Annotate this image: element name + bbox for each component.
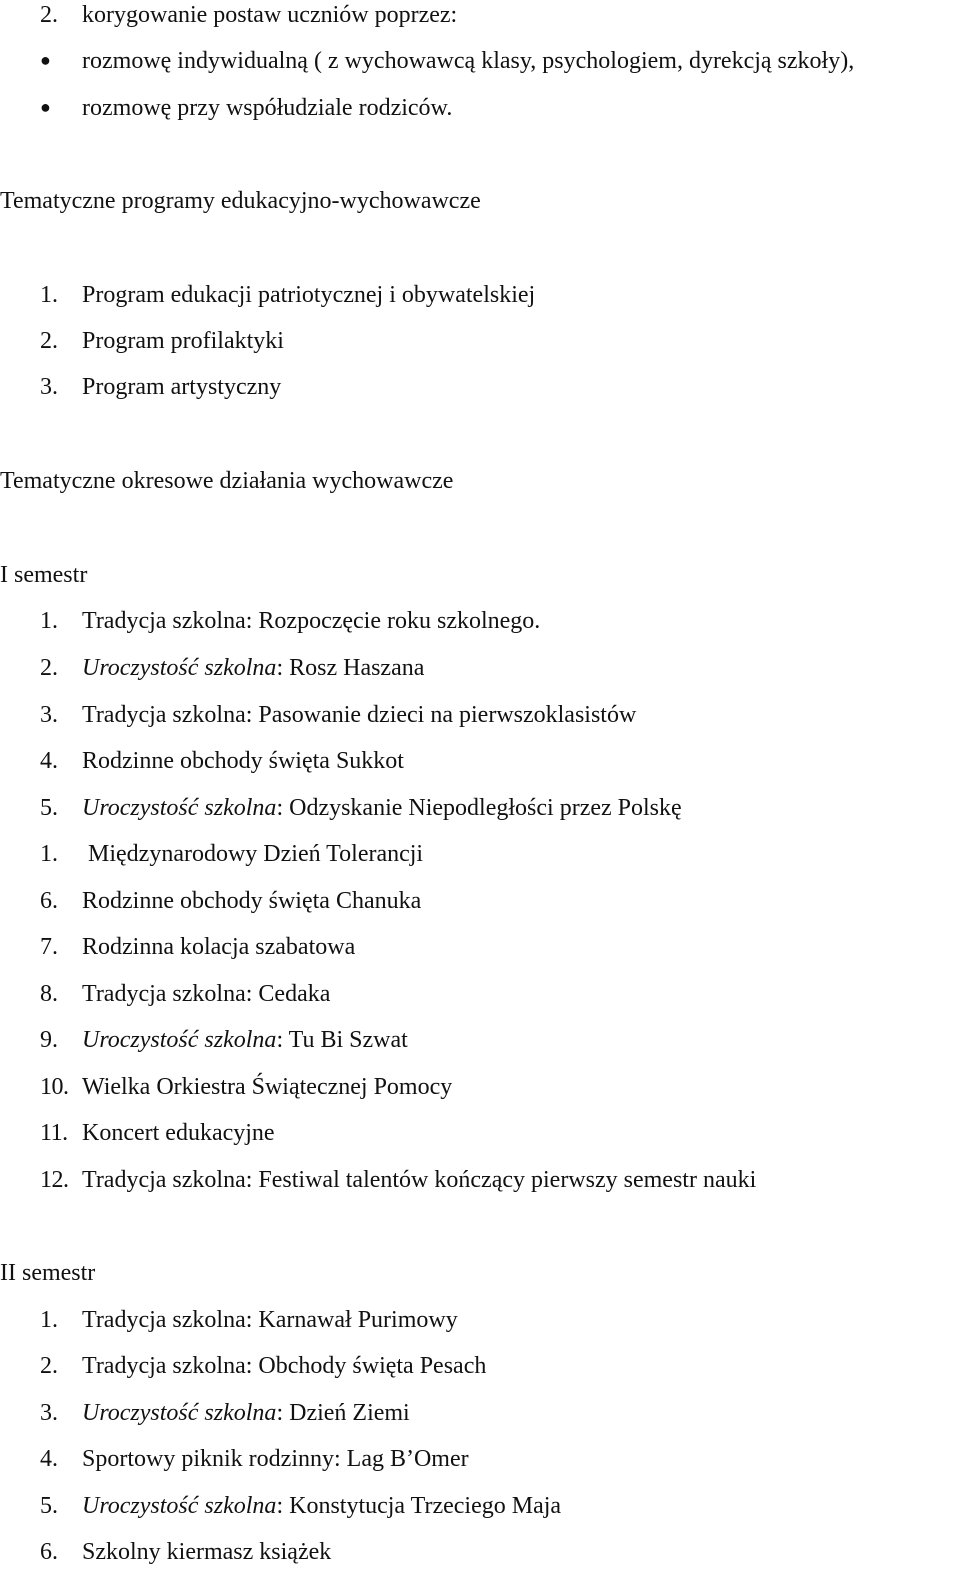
list-item-number: 1. bbox=[40, 608, 58, 634]
list-item-number: 3. bbox=[40, 1400, 58, 1426]
intro-bullet-item bbox=[0, 45, 854, 76]
semester2-list-item bbox=[0, 1444, 469, 1474]
list-item-text: : Tu Bi Szwat bbox=[276, 1027, 408, 1053]
intro-item-text: korygowanie postaw uczniów poprzez: bbox=[82, 2, 458, 28]
list-item-number: 1. bbox=[40, 841, 58, 867]
list-item-number: 8. bbox=[40, 981, 58, 1007]
list-item-text: Sportowy piknik rodzinny: Lag B’Omer bbox=[82, 1446, 469, 1472]
semester2-list-item bbox=[0, 1351, 486, 1381]
list-item-number: 1. bbox=[40, 282, 58, 308]
list-item-text: Tradycja szkolna: Karnawał Purimowy bbox=[82, 1307, 458, 1333]
semester1-list-item bbox=[0, 932, 355, 962]
semester1-list-item bbox=[0, 839, 423, 869]
list-item-number: 12. bbox=[40, 1167, 69, 1193]
list-item-text: Tradycja szkolna: Rozpoczęcie roku szkolnego. bbox=[82, 608, 541, 634]
programs-list-item bbox=[0, 372, 281, 402]
programs-list-item bbox=[0, 280, 535, 310]
semester1-list-item bbox=[0, 1165, 756, 1195]
semester1-list-item bbox=[0, 746, 404, 776]
intro-bullet-item bbox=[0, 92, 452, 123]
intro-item bbox=[0, 0, 457, 30]
semester2-list-item bbox=[0, 1398, 410, 1428]
programs-list-item bbox=[0, 326, 284, 356]
list-item-text: : Dzień Ziemi bbox=[276, 1400, 410, 1426]
list-item-number: 5. bbox=[40, 1493, 58, 1519]
periodic-heading: Tematyczne okresowe działania wychowawcze bbox=[0, 468, 454, 494]
list-item-text: Program artystyczny bbox=[82, 374, 282, 400]
list-item-text: Program profilaktyki bbox=[82, 328, 284, 354]
list-item-italic: Uroczystość szkolna bbox=[82, 1493, 277, 1519]
list-item-text: Koncert edukacyjne bbox=[82, 1120, 275, 1146]
semester1-list-item bbox=[0, 979, 330, 1009]
list-item-number: 6. bbox=[40, 888, 58, 914]
list-item-text: Program edukacji patriotycznej i obywatelskiej bbox=[82, 282, 536, 308]
list-item-number: 3. bbox=[40, 374, 58, 400]
intro-item-number: 2. bbox=[40, 2, 58, 28]
list-item-text: Wielka Orkiestra Świątecznej Pomocy bbox=[82, 1074, 453, 1100]
list-item-number: 5. bbox=[40, 795, 58, 821]
list-item-number: 6. bbox=[40, 1539, 58, 1565]
list-item-italic: Uroczystość szkolna bbox=[82, 795, 277, 821]
list-item-text: : Rosz Haszana bbox=[276, 655, 425, 681]
list-item-number: 10. bbox=[40, 1074, 69, 1100]
list-item-number: 7. bbox=[40, 934, 58, 960]
list-item-text: Tradycja szkolna: Pasowanie dzieci na pierwszoklasistów bbox=[82, 702, 637, 728]
semester1-heading: I semestr bbox=[0, 562, 88, 588]
list-item-text: Tradycja szkolna: Festiwal talentów kończący pierwszy semestr nauki bbox=[82, 1167, 757, 1193]
semester2-heading: II semestr bbox=[0, 1260, 96, 1286]
list-item-text: : Odzyskanie Niepodległości przez Polskę bbox=[276, 795, 682, 821]
programs-heading: Tematyczne programy edukacyjno-wychowawcze bbox=[0, 188, 481, 214]
semester1-list-item bbox=[0, 700, 636, 730]
intro-bullet-text: rozmowę przy współudziale rodziców. bbox=[82, 95, 453, 121]
list-item-italic: Uroczystość szkolna bbox=[82, 655, 277, 681]
list-item-text: Rodzinne obchody święta Chanuka bbox=[82, 888, 422, 914]
list-item-text: Tradycja szkolna: Obchody święta Pesach bbox=[82, 1353, 487, 1379]
semester1-list-item bbox=[0, 1072, 452, 1102]
bullet-icon: ● bbox=[40, 50, 51, 70]
list-item-italic: Uroczystość szkolna bbox=[82, 1400, 277, 1426]
semester1-list-item bbox=[0, 1025, 408, 1055]
semester2-list-item bbox=[0, 1305, 458, 1335]
bullet-icon: ● bbox=[40, 97, 51, 117]
semester1-list-item bbox=[0, 606, 540, 636]
list-item-text: Rodzinna kolacja szabatowa bbox=[82, 934, 356, 960]
list-item-number: 11. bbox=[40, 1120, 68, 1146]
list-item-text: : Konstytucja Trzeciego Maja bbox=[276, 1493, 562, 1519]
list-item-number: 3. bbox=[40, 702, 58, 728]
list-item-number: 4. bbox=[40, 1446, 58, 1472]
list-item-number: 2. bbox=[40, 328, 58, 354]
list-item-number: 9. bbox=[40, 1027, 58, 1053]
list-item-number: 4. bbox=[40, 748, 58, 774]
semester1-list-item bbox=[0, 793, 682, 823]
list-item-text: Szkolny kiermasz książek bbox=[82, 1539, 332, 1565]
list-item-text: Tradycja szkolna: Cedaka bbox=[82, 981, 331, 1007]
semester2-list-item bbox=[0, 1491, 561, 1521]
list-item-number: 2. bbox=[40, 655, 58, 681]
list-item-text: Międzynarodowy Dzień Tolerancji bbox=[82, 841, 424, 867]
semester1-list-item bbox=[0, 1118, 275, 1148]
intro-bullet-text: rozmowę indywidualną ( z wychowawcą klasy, psychologiem, dyrekcją szkoły), bbox=[82, 48, 855, 74]
list-item-text: Rodzinne obchody święta Sukkot bbox=[82, 748, 404, 774]
list-item-number: 2. bbox=[40, 1353, 58, 1379]
list-item-italic: Uroczystość szkolna bbox=[82, 1027, 277, 1053]
semester1-list-item bbox=[0, 886, 421, 916]
semester2-list-item bbox=[0, 1537, 331, 1567]
semester1-list-item bbox=[0, 653, 424, 683]
list-item-number: 1. bbox=[40, 1307, 58, 1333]
